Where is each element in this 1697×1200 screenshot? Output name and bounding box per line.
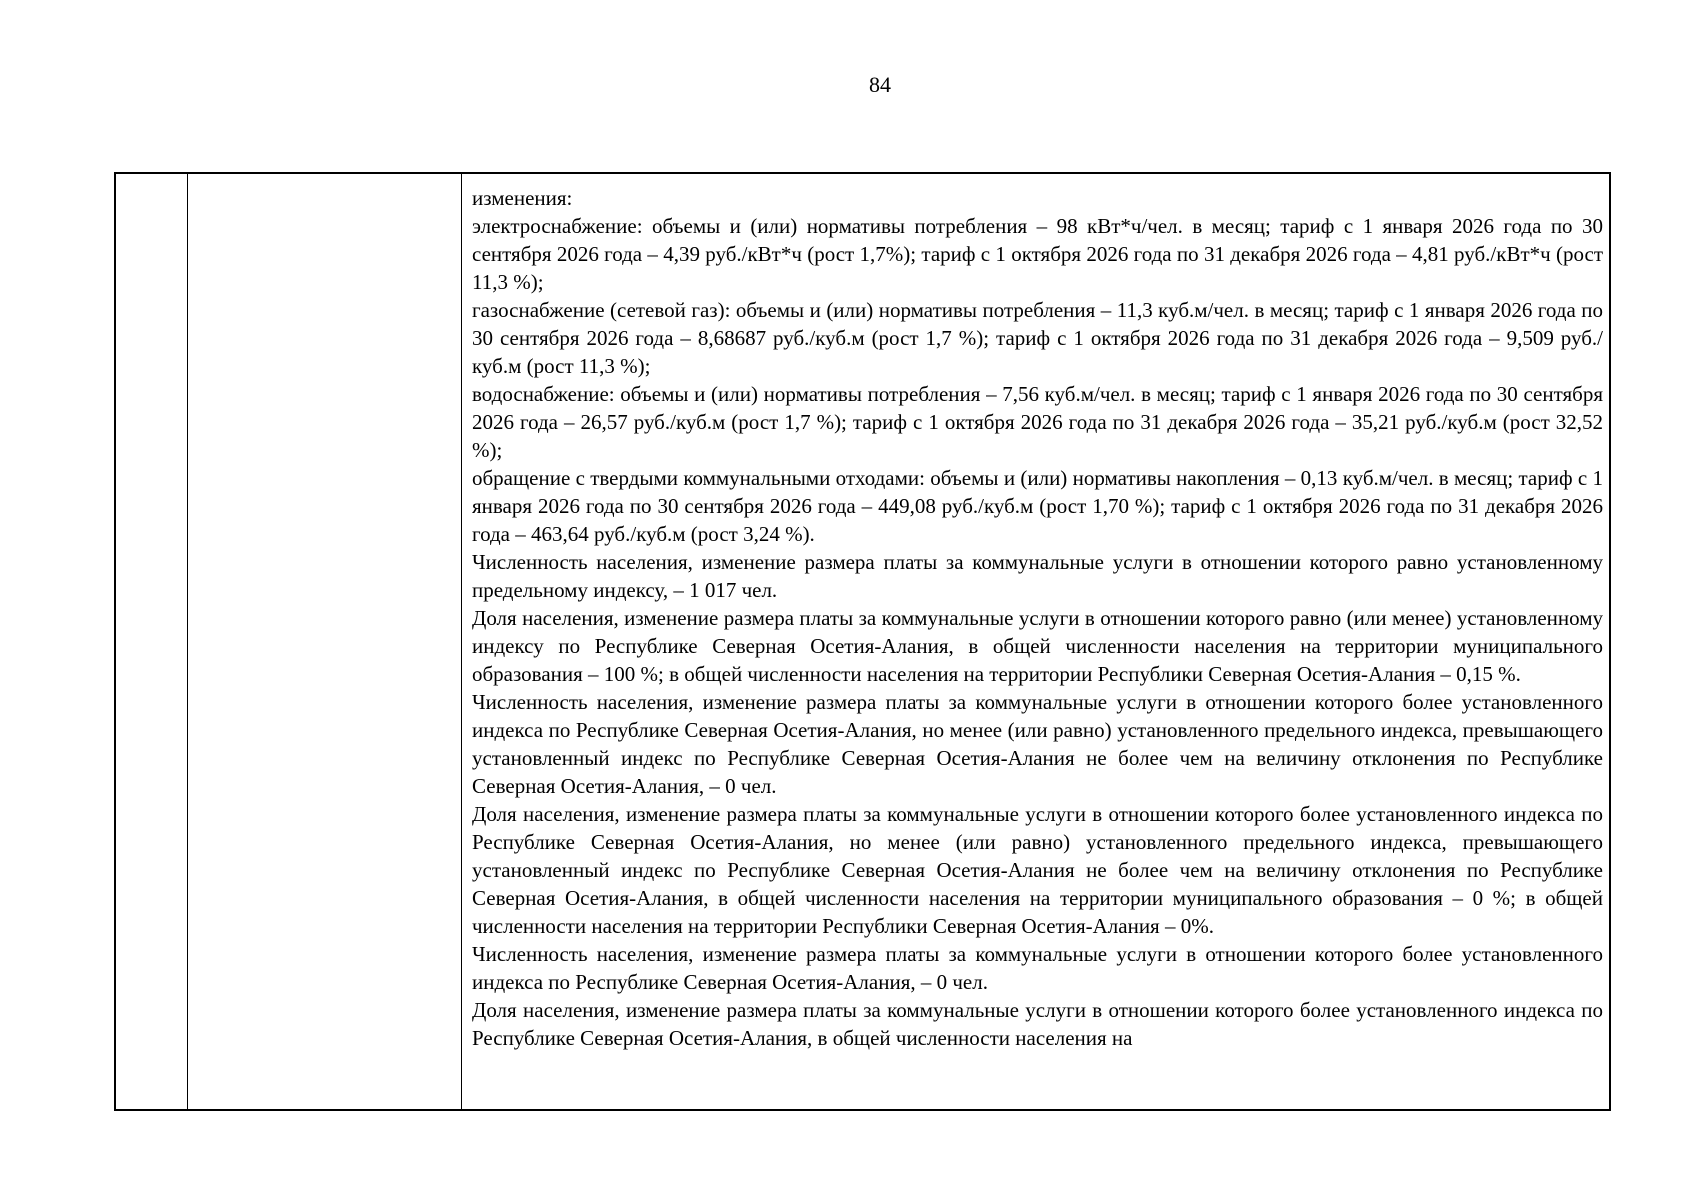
paragraph-population-above-index-within-limit: Численность населения, изменение размера платы за коммунальные услуги в отношении которого более установленного индекса по Республике Северная Осетия-Алания, но менее (или равно) установленного предельного индекса, превышающего установленный индекс по Республике Северная Осетия-Алания не более чем на величину отклонения по Республике Северная Осетия-Алания, – 0 чел. [472, 690, 1603, 798]
paragraph-share-equal-index: Доля населения, изменение размера платы за коммунальные услуги в отношении которого равно (или менее) установленному индексу по Республике Северная Осетия-Алания, в общей численности населения на территории муниципального образования – 100 %; в общей численности населения на территории Республики Северная Осетия-Алания – 0,15 %. [472, 606, 1603, 686]
paragraph-electricity: электроснабжение: объемы и (или) нормативы потребления – 98 кВт*ч/чел. в месяц; тариф с 1 января 2026 года по 30 сентября 2026 года – 4,39 руб./кВт*ч (рост 1,7%); тариф с 1 октября 2026 года по 31 декабря 2026 года – 4,81 руб./кВт*ч (рост 11,3 %); [472, 214, 1603, 294]
paragraph-gas: газоснабжение (сетевой газ): объемы и (или) нормативы потребления – 11,3 куб.м/чел. в месяц; тариф с 1 января 2026 года по 30 сентября 2026 года – 8,68687 руб./куб.м (рост 1,7 %); тариф с 1 октября 2026 года по 31 декабря 2026 года – 9,509 руб./куб.м (рост 11,3 %); [472, 298, 1603, 378]
paragraph-population-above-index: Численность населения, изменение размера платы за коммунальные услуги в отношении которого более установленного индекса по Республике Северная Осетия-Алания, – 0 чел. [472, 942, 1603, 994]
table-cell-number [116, 174, 188, 1109]
paragraph-share-above-index: Доля населения, изменение размера платы за коммунальные услуги в отношении которого более установленного индекса по Республике Северная Осетия-Алания, в общей численности населения на [472, 998, 1603, 1050]
page-number: 84 [869, 72, 891, 97]
paragraph-population-equal-limit: Численность населения, изменение размера платы за коммунальные услуги в отношении которого равно установленному предельному индексу, – 1 017 чел. [472, 550, 1603, 602]
document-table [114, 172, 1611, 1111]
paragraph-changes-heading: изменения: [472, 186, 573, 210]
table-cell-description [462, 174, 1609, 1109]
paragraph-water: водоснабжение: объемы и (или) нормативы потребления – 7,56 куб.м/чел. в месяц; тариф с 1 января 2026 года по 30 сентября 2026 года – 26,57 руб./куб.м (рост 1,7 %); тариф с 1 октября 2026 года по 31 декабря 2026 года – 35,21 руб./куб.м (рост 32,52 %); [472, 382, 1603, 462]
table-cell-name [188, 174, 462, 1109]
paragraph-share-above-index-within-limit: Доля населения, изменение размера платы за коммунальные услуги в отношении которого более установленного индекса по Республике Северная Осетия-Алания, но менее (или равно) установленного предельного индекса, превышающего установленный индекс по Республике Северная Осетия-Алания не более чем на величину отклонения по Республике Северная Осетия-Алания, в общей численности населения на территории муниципального образования – 0 %; в общей численности населения на территории Республики Северная Осетия-Алания – 0%. [472, 802, 1603, 938]
paragraph-solid-waste: обращение с твердыми коммунальными отходами: объемы и (или) нормативы накопления – 0,13 куб.м/чел. в месяц; тариф с 1 января 2026 года по 30 сентября 2026 года – 449,08 руб./куб.м (рост 1,70 %); тариф с 1 октября 2026 года по 31 декабря 2026 года – 463,64 руб./куб.м (рост 3,24 %). [472, 466, 1603, 546]
